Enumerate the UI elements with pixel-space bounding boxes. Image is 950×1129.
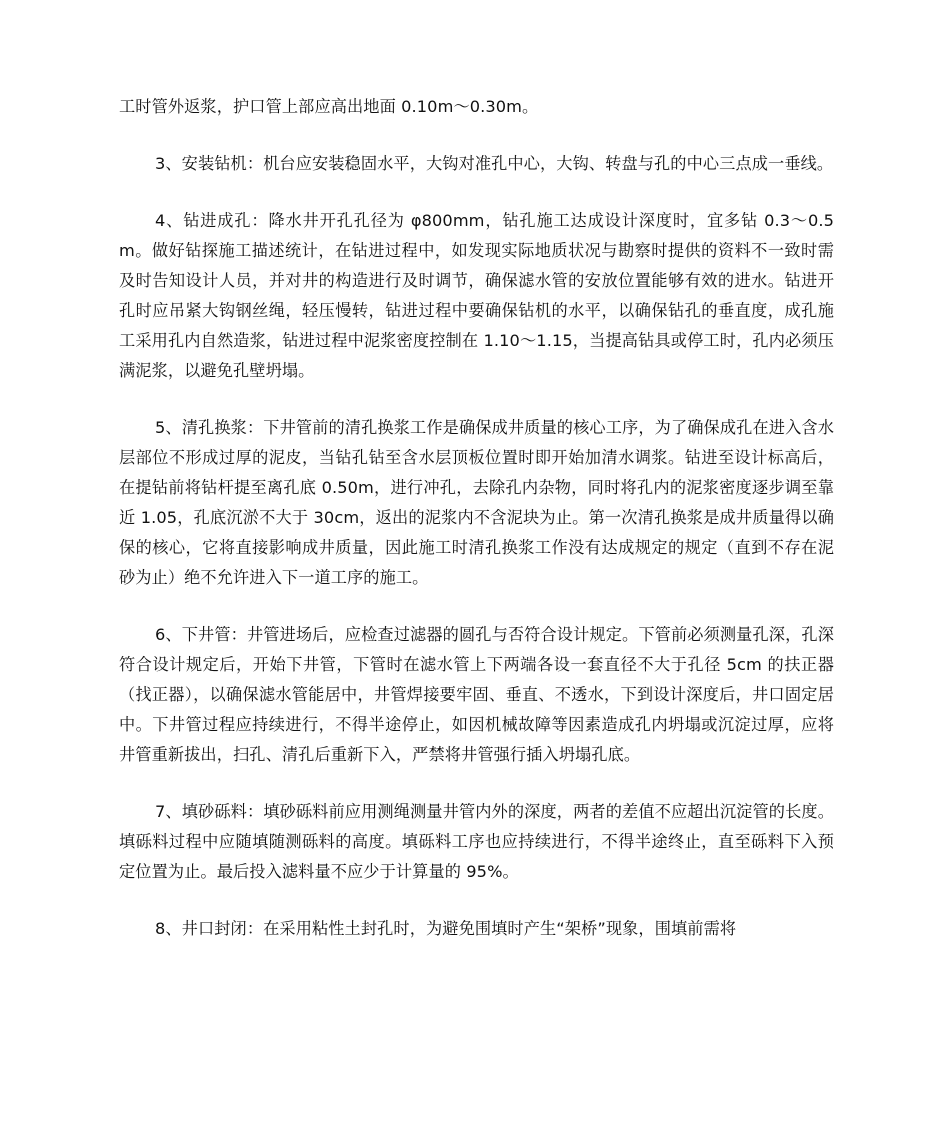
paragraph-gap [119,887,834,914]
paragraph-gap [119,179,834,206]
paragraph-gap [119,593,834,620]
paragraph-8-wellhead-seal: 8、井口封闭：在采用粘性土封孔时，为避免围填时产生“架桥”现象，围填前需将 [155,919,737,938]
paragraph-4-drilling: 4、钻进成孔：降水井开孔孔径为 φ800mm，钻孔施工达成设计深度时，宜多钻 0.3～0.5m。做好钻探施工描述统计，在钻进过程中，如发现实际地质状况与勘察时提供的资料不一致时需及时告知设计人员，并对井的构造进行及时调节，确保滤水管的安放位置能够有效的进水。钻进开孔时应吊紧大钩钢丝绳，轻压慢转，钻进过程中要确保钻机的水平，以确保钻孔的垂直度，成孔施工采用孔内自然造浆，钻进过程中泥浆密度控制在 1.10～1.15，当提高钻具或停工时，孔内必须压满泥浆，以避免孔壁坍塌。 [119,211,834,380]
paragraph-continued: 工时管外返浆，护口管上部应高出地面 0.10m～0.30m。 [119,97,539,116]
paragraph-gap [119,122,834,149]
paragraph-7-gravel-fill: 7、填砂砾料：填砂砾料前应用测绳测量井管内外的深度，两者的差值不应超出沉淀管的长度。填砾料过程中应随填随测砾料的高度。填砾料工序也应持续进行，不得半途终止，直至砾料下入预定位置为止。最后投入滤料量不应少于计算量的 95%。 [119,802,834,881]
document-page [119,92,834,944]
paragraph-6-lower-well-pipe: 6、下井管：井管进场后，应检查过滤器的圆孔与否符合设计规定。下管前必须测量孔深，孔深符合设计规定后，开始下井管，下管时在滤水管上下两端各设一套直径不大于孔径 5cm 的扶正器（找正器），以确保滤水管能居中，井管焊接要牢固、垂直、不透水，下到设计深度后，井口固定居中。下井管过程应持续进行，不得半途停止，如因机械故障等因素造成孔内坍塌或沉淀过厚，应将井管重新拔出，扫孔、清孔后重新下入，严禁将井管强行插入坍塌孔底。 [119,625,834,764]
paragraph-gap [119,770,834,797]
paragraph-3-install-drill: 3、安装钻机：机台应安装稳固水平，大钩对准孔中心，大钩、转盘与孔的中心三点成一垂线。 [155,154,834,173]
paragraph-5-hole-cleaning: 5、清孔换浆：下井管前的清孔换浆工作是确保成井质量的核心工序，为了确保成孔在进入含水层部位不形成过厚的泥皮，当钻孔钻至含水层顶板位置时即开始加清水调浆。钻进至设计标高后，在提钻前将钻杆提至离孔底 0.50m，进行冲孔，去除孔内杂物，同时将孔内的泥浆密度逐步调至靠近 1.05，孔底沉淤不大于 30cm，返出的泥浆内不含泥块为止。第一次清孔换浆是成井质量得以确保的核心，它将直接影响成井质量，因此施工时清孔换浆工作没有达成规定的规定（直到不存在泥砂为止）绝不允许进入下一道工序的施工。 [119,418,834,587]
paragraph-gap [119,386,834,413]
